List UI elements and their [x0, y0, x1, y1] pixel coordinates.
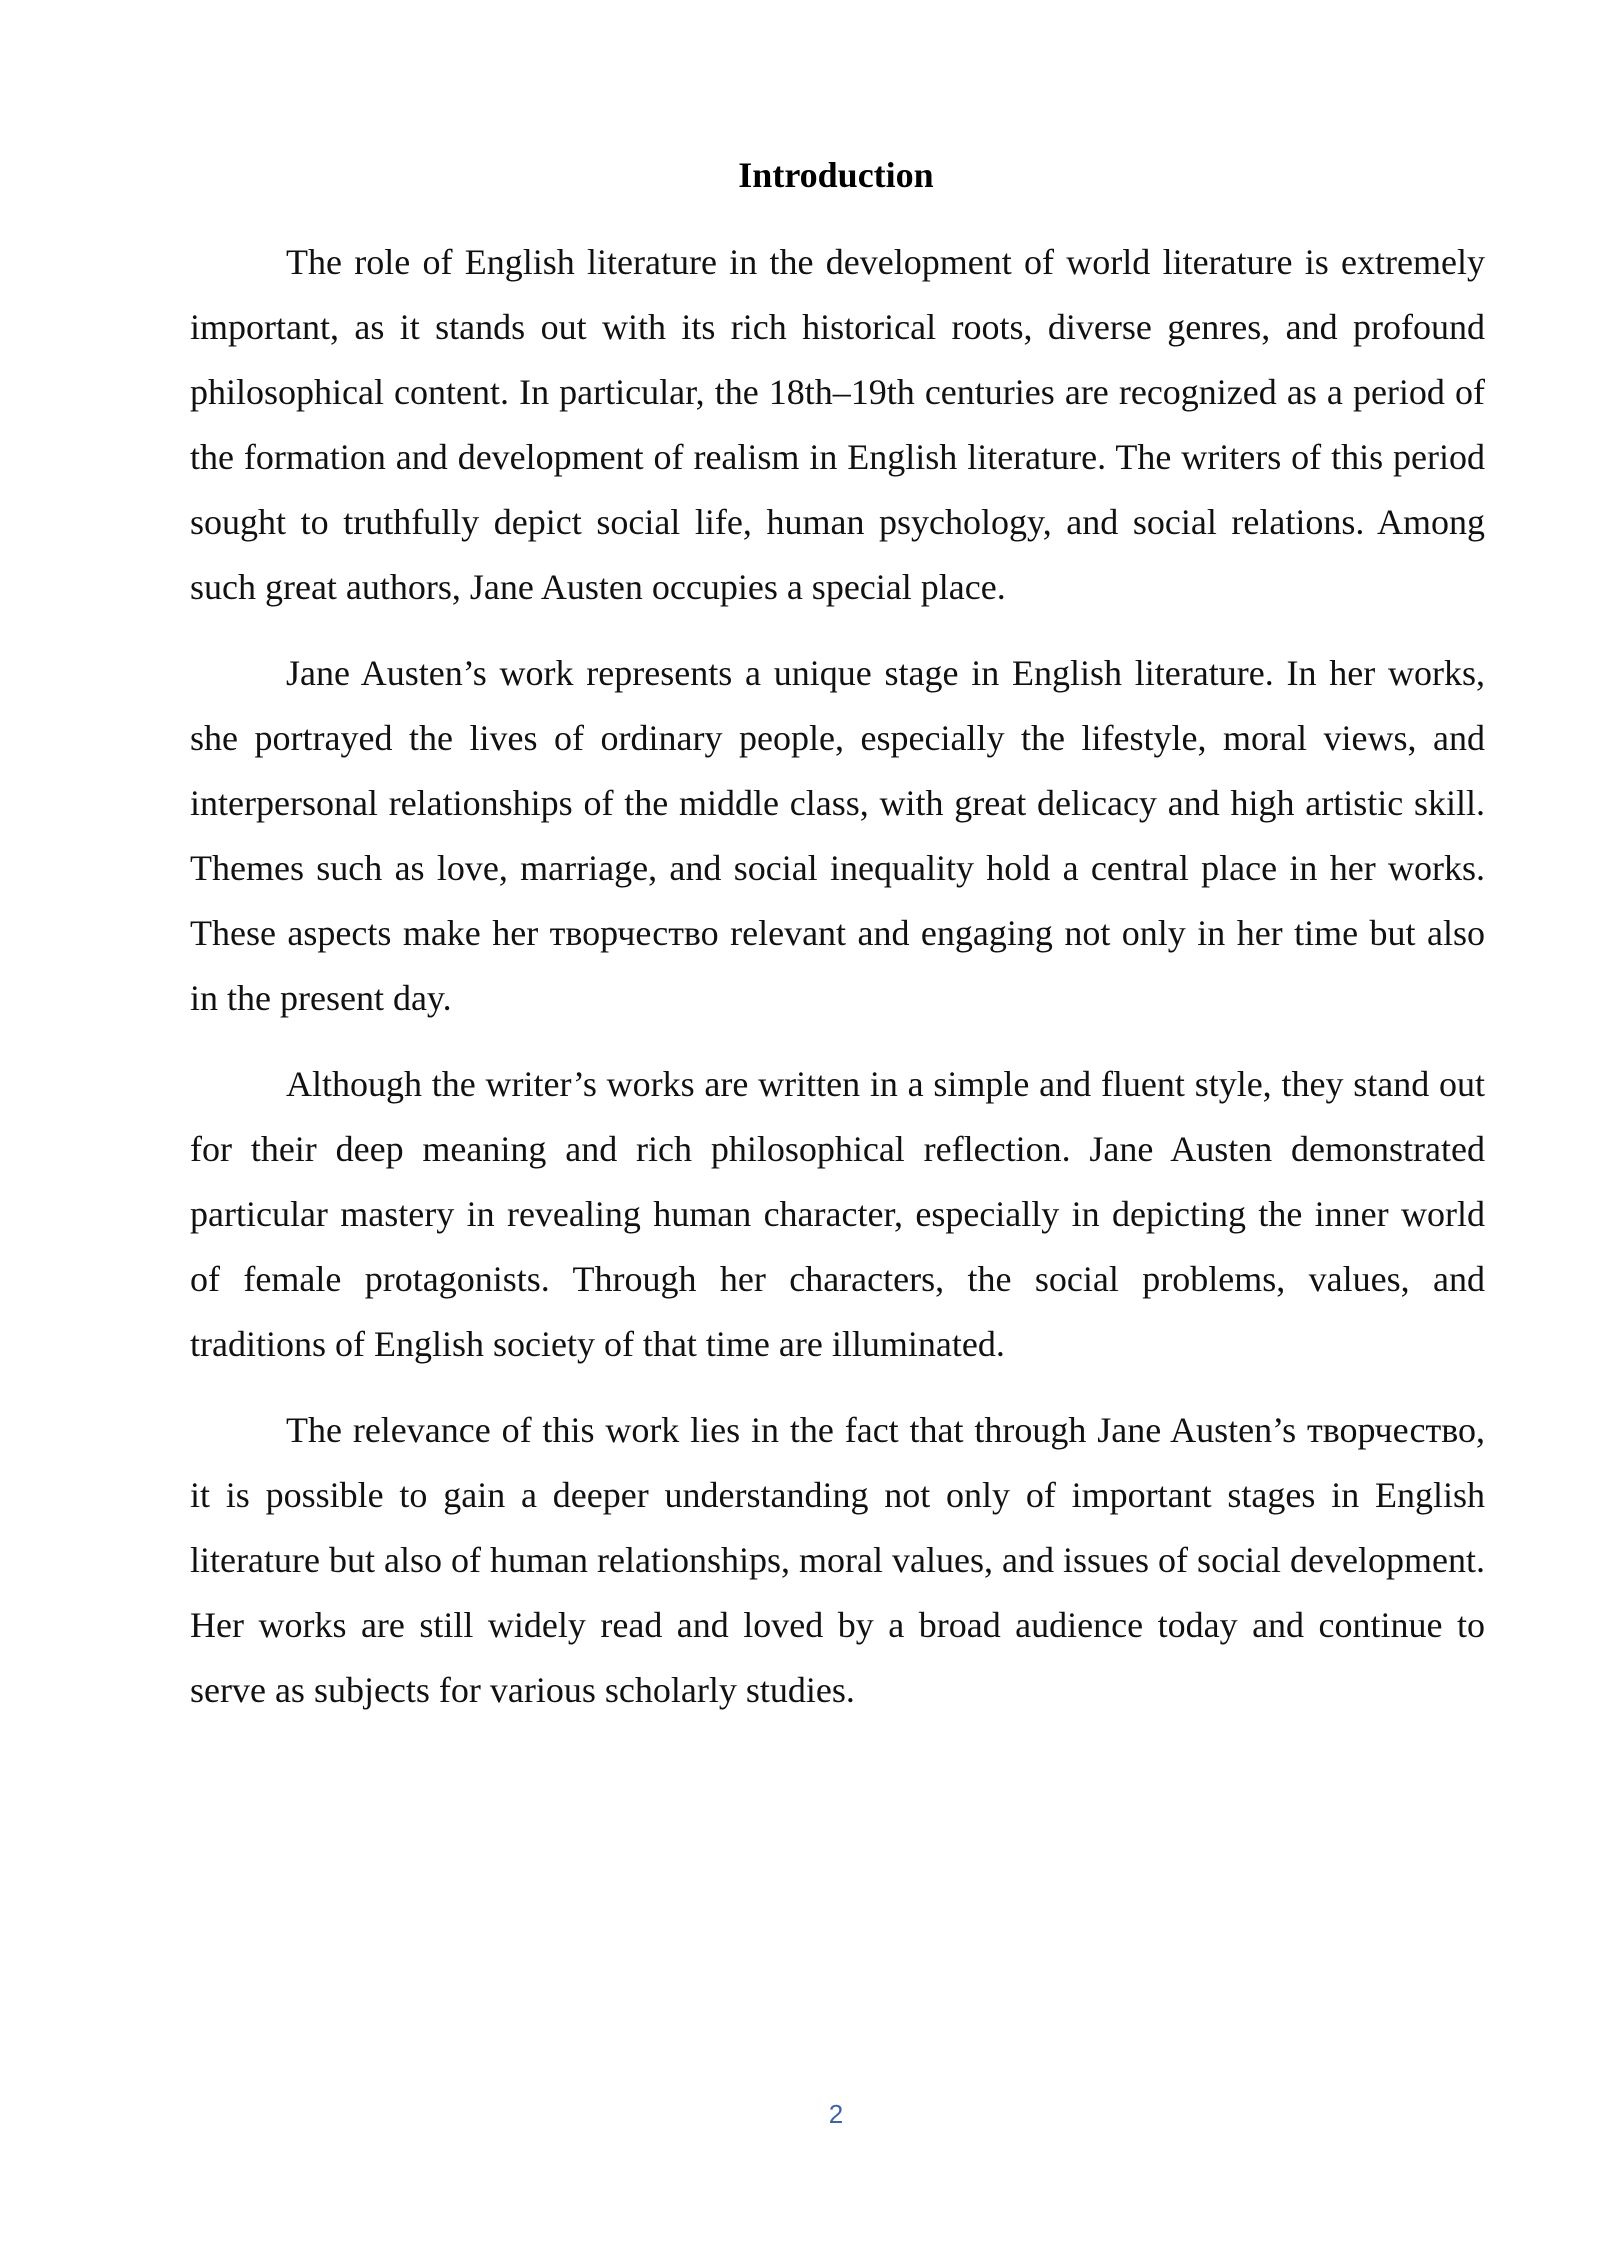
paragraph-3: Although the writer’s works are written in a simple and fluent style, they stand out for their deep meaning and rich philosophical reflection. Jane Austen demonstrated particular mastery in revealing human character, especially in depicting the inner world of female protagonists. Through her characters, the social problems, values, and traditions of English society of that time are illuminated.	[190, 1064, 1485, 1364]
page-number: 2	[828, 2099, 844, 2129]
paragraph-1: The role of English literature in the development of world literature is extremely important, as it stands out with its rich historical roots, diverse genres, and profound philosophical content. In particular, the 18th–19th centuries are recognized as a period of the formation and development of realism in English literature. The writers of this period sought to truthfully depict social life, human psychology, and social relations. Among such great authors, Jane Austen occupies a special place.	[190, 242, 1485, 607]
body-text	[190, 230, 1485, 1744]
paragraph-2: Jane Austen’s work represents a unique stage in English literature. In her works, she portrayed the lives of ordinary people, especially the lifestyle, moral views, and interpersonal relationships of the middle class, with great delicacy and high artistic skill. Themes such as love, marriage, and social inequality hold a central place in her works. These aspects make her творчество relevant and engaging not only in her time but also in the present day.	[190, 653, 1485, 1018]
section-heading: Introduction	[738, 155, 934, 195]
paragraph-4: The relevance of this work lies in the fact that through Jane Austen’s творчество, it is possible to gain a deeper understanding not only of important stages in English literature but also of human relationships, moral values, and issues of social development. Her works are still widely read and loved by a broad audience today and continue to serve as subjects for various scholarly studies.	[190, 1410, 1485, 1710]
